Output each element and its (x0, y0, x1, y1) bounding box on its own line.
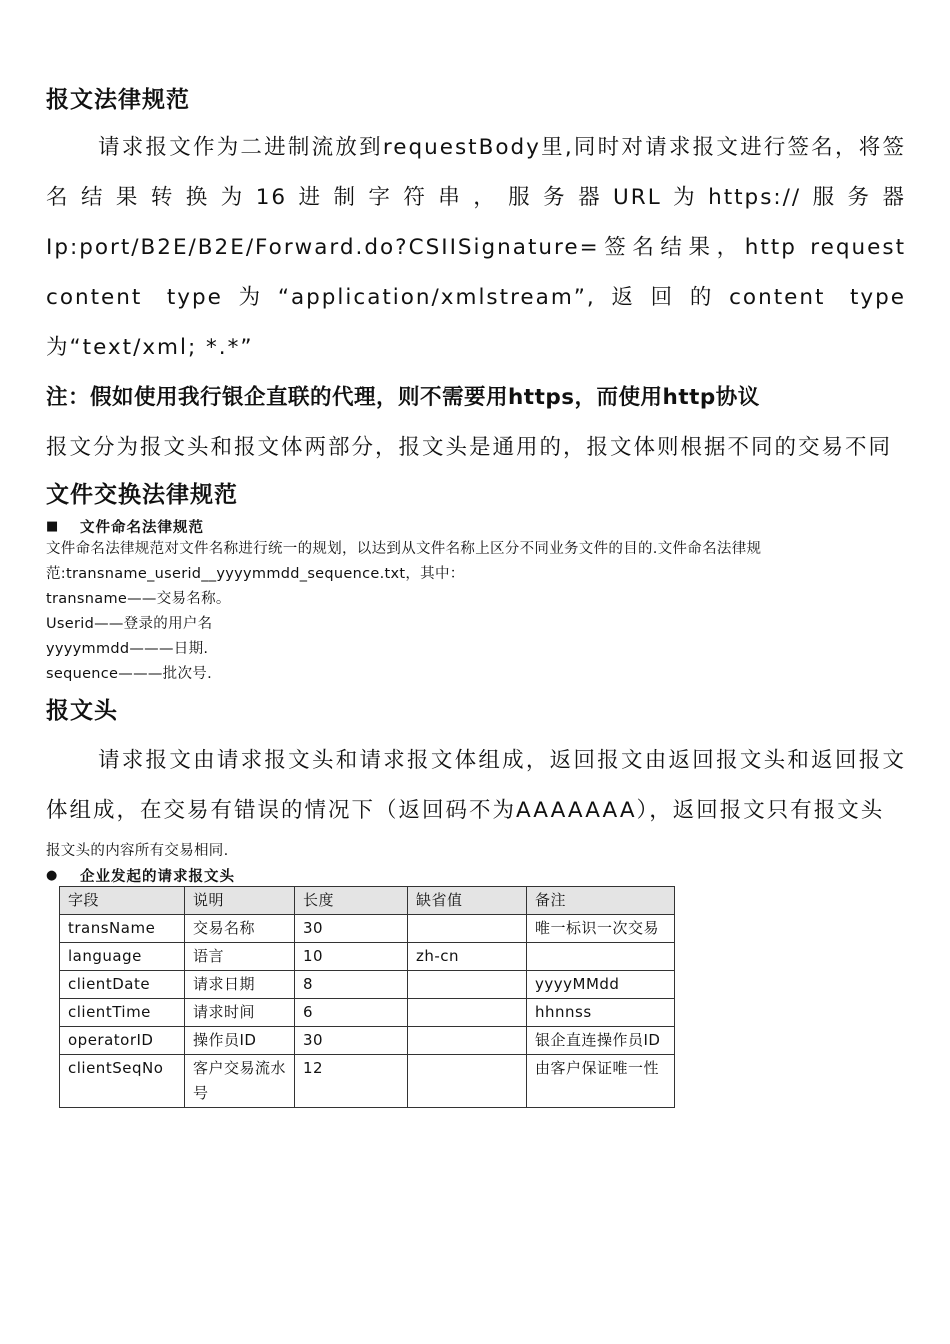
table-cell: 请求日期 (185, 971, 295, 999)
heading-file-exchange: 文件交换法律规范 (46, 482, 238, 508)
subheading-enterprise-request-header-label: 企业发起的请求报文头 (80, 868, 235, 885)
column-header: 缺省值 (408, 887, 527, 915)
table-cell (408, 1027, 527, 1055)
table-cell: 操作员ID (185, 1027, 295, 1055)
file-naming-date: yyyymmdd———日期. (46, 641, 209, 657)
document-page (46, 80, 906, 1108)
table-cell: yyyyMMdd (527, 971, 675, 999)
table-cell: language (60, 943, 185, 971)
subheading-enterprise-request-header (46, 864, 906, 886)
paragraph-request-body: 请求报文作为二进制流放到requestBody里,同时对请求报文进行签名，将签名结果转换为16进制字符串，服务器URL为https://服务器Ip:port/B2E/B2E/Forward.do?CSIISignature=签名结果，http request content type为“application/xmlstream”,返回的content type为“text/xml; *.*” (46, 135, 906, 360)
heading-message-header: 报文头 (46, 698, 118, 724)
table-cell: hhnnss (527, 999, 675, 1027)
column-header: 备注 (527, 887, 675, 915)
table-cell: 银企直连操作员ID (527, 1027, 675, 1055)
column-header: 字段 (60, 887, 185, 915)
table-cell (527, 943, 675, 971)
table-cell (408, 1055, 527, 1108)
table-cell: transName (60, 915, 185, 943)
table-cell: 30 (295, 915, 408, 943)
black-circle-bullet-icon: ● (46, 867, 59, 883)
paragraph-request-response: 请求报文由请求报文头和请求报文体组成，返回报文由返回报文头和返回报文体组成，在交易有错误的情况下（返回码不为AAAAAAA），返回报文只有报文头 (46, 748, 906, 823)
table-header-row (60, 887, 675, 915)
note-proxy-http: 注：假如使用我行银企直联的代理，则不需要用https，而使用http协议 (46, 385, 760, 410)
header-content-note: 报文头的内容所有交易相同. (46, 843, 229, 859)
black-square-bullet-icon: ■ (46, 518, 60, 534)
file-naming-transname: transname——交易名称。 (46, 591, 231, 607)
table-cell: 请求时间 (185, 999, 295, 1027)
request-header-table (59, 886, 675, 1108)
subheading-file-naming-label: 文件命名法律规范 (80, 519, 204, 536)
file-naming-description: 文件命名法律规范对文件名称进行统一的规划，以达到从文件名称上区分不同业务文件的目的.文件命名法律规范:transname_userid__yyyymmdd_sequence.txt，其中： (46, 541, 762, 582)
table-cell: clientDate (60, 971, 185, 999)
table-cell: 6 (295, 999, 408, 1027)
table-cell: 12 (295, 1055, 408, 1108)
table-row (60, 971, 675, 999)
file-naming-sequence: sequence———批次号. (46, 666, 212, 682)
table-row (60, 1027, 675, 1055)
table-cell: 30 (295, 1027, 408, 1055)
table-cell: 唯一标识一次交易 (527, 915, 675, 943)
table-cell (408, 915, 527, 943)
table-cell: zh-cn (408, 943, 527, 971)
column-header: 说明 (185, 887, 295, 915)
table-cell: 语言 (185, 943, 295, 971)
table-cell: 10 (295, 943, 408, 971)
table-cell: 由客户保证唯一性 (527, 1055, 675, 1108)
table-cell: 交易名称 (185, 915, 295, 943)
table-row (60, 943, 675, 971)
table-cell: 8 (295, 971, 408, 999)
column-header: 长度 (295, 887, 408, 915)
table-cell (408, 971, 527, 999)
table-cell: clientSeqNo (60, 1055, 185, 1108)
subheading-file-naming (46, 515, 906, 537)
table-cell: clientTime (60, 999, 185, 1027)
table-cell: operatorID (60, 1027, 185, 1055)
table-row (60, 999, 675, 1027)
table-cell (408, 999, 527, 1027)
table-row (60, 915, 675, 943)
file-naming-userid: Userid——登录的用户名 (46, 616, 213, 632)
paragraph-message-parts: 报文分为报文头和报文体两部分，报文头是通用的，报文体则根据不同的交易不同 (46, 435, 893, 460)
table-row (60, 1055, 675, 1108)
table-cell: 客户交易流水号 (185, 1055, 295, 1108)
heading-message-spec: 报文法律规范 (46, 87, 190, 113)
